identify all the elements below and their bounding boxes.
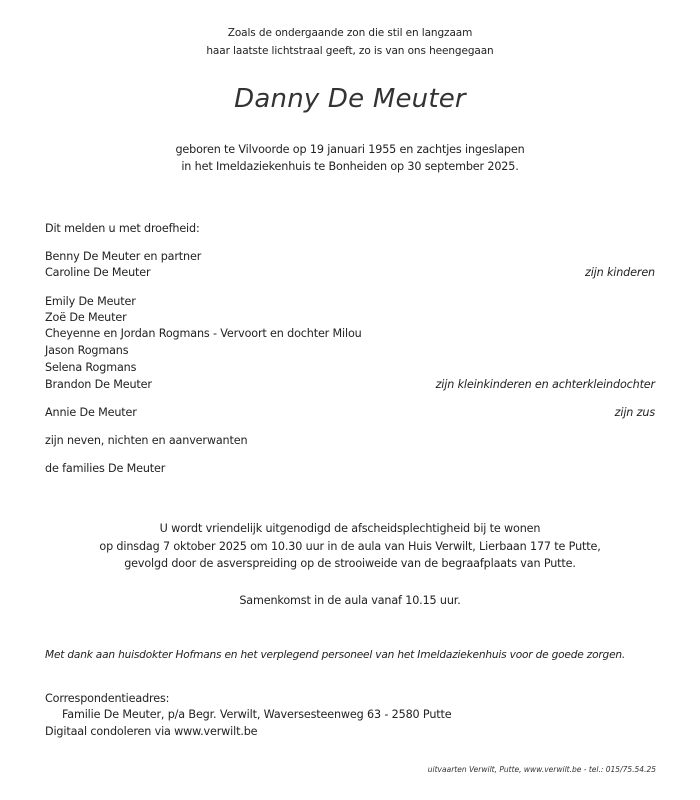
grandchildren-relation: zijn kleinkinderen en achterkleindochter bbox=[435, 378, 655, 391]
announcement: Dit melden u met droefheid: bbox=[45, 222, 200, 235]
ceremony-line-2: op dinsdag 7 oktober 2025 om 10.30 uur in de aula van Huis Verwilt, Lierbaan 177 te Putte, bbox=[99, 540, 601, 553]
deceased-name: Danny De Meuter bbox=[234, 84, 466, 114]
grandchild-1: Emily De Meuter bbox=[45, 295, 136, 308]
poem-line-2: haar laatste lichtstraal geeft, zo is van ons heengegaan bbox=[206, 45, 494, 57]
birth-line-2: in het Imeldaziekenhuis te Bonheiden op 30 september 2025. bbox=[181, 160, 519, 173]
grandchild-2: Zoë De Meuter bbox=[45, 311, 127, 324]
grandchild-3: Cheyenne en Jordan Rogmans - Vervoort en dochter Milou bbox=[45, 327, 362, 340]
grandchild-5: Selena Rogmans bbox=[45, 361, 137, 374]
thanks: Met dank aan huisdokter Hofmans en het verplegend personeel van het Imeldaziekenhuis voor de goede zorgen. bbox=[45, 649, 626, 661]
families: de families De Meuter bbox=[45, 462, 166, 475]
grandchild-6: Brandon De Meuter bbox=[45, 378, 152, 391]
cousins: zijn neven, nichten en aanverwanten bbox=[45, 434, 248, 447]
sister-relation: zijn zus bbox=[614, 406, 655, 419]
child-1: Benny De Meuter en partner bbox=[45, 250, 202, 263]
ceremony-line-3: gevolgd door de asverspreiding op de strooiweide van de begraafplaats van Putte. bbox=[124, 557, 576, 570]
grandchild-4: Jason Rogmans bbox=[45, 344, 129, 357]
birth-line-1: geboren te Vilvoorde op 19 januari 1955 en zachtjes ingeslapen bbox=[175, 143, 525, 156]
gathering: Samenkomst in de aula vanaf 10.15 uur. bbox=[239, 594, 461, 607]
children-relation: zijn kinderen bbox=[584, 266, 655, 279]
online-condolence: Digitaal condoleren via www.verwilt.be bbox=[45, 725, 258, 738]
correspondence-address: Familie De Meuter, p/a Begr. Verwilt, Waversesteenweg 63 - 2580 Putte bbox=[62, 708, 452, 721]
sister: Annie De Meuter bbox=[45, 406, 137, 419]
correspondence-label: Correspondentieadres: bbox=[45, 692, 170, 705]
poem-line-1: Zoals de ondergaande zon die stil en langzaam bbox=[227, 27, 473, 39]
ceremony-line-1: U wordt vriendelijk uitgenodigd de afscheidsplechtigheid bij te wonen bbox=[159, 522, 541, 535]
footer-funeral-home: uitvaarten Verwilt, Putte, www.verwilt.be - tel.: 015/75.54.25 bbox=[427, 765, 656, 774]
child-2: Caroline De Meuter bbox=[45, 266, 151, 279]
